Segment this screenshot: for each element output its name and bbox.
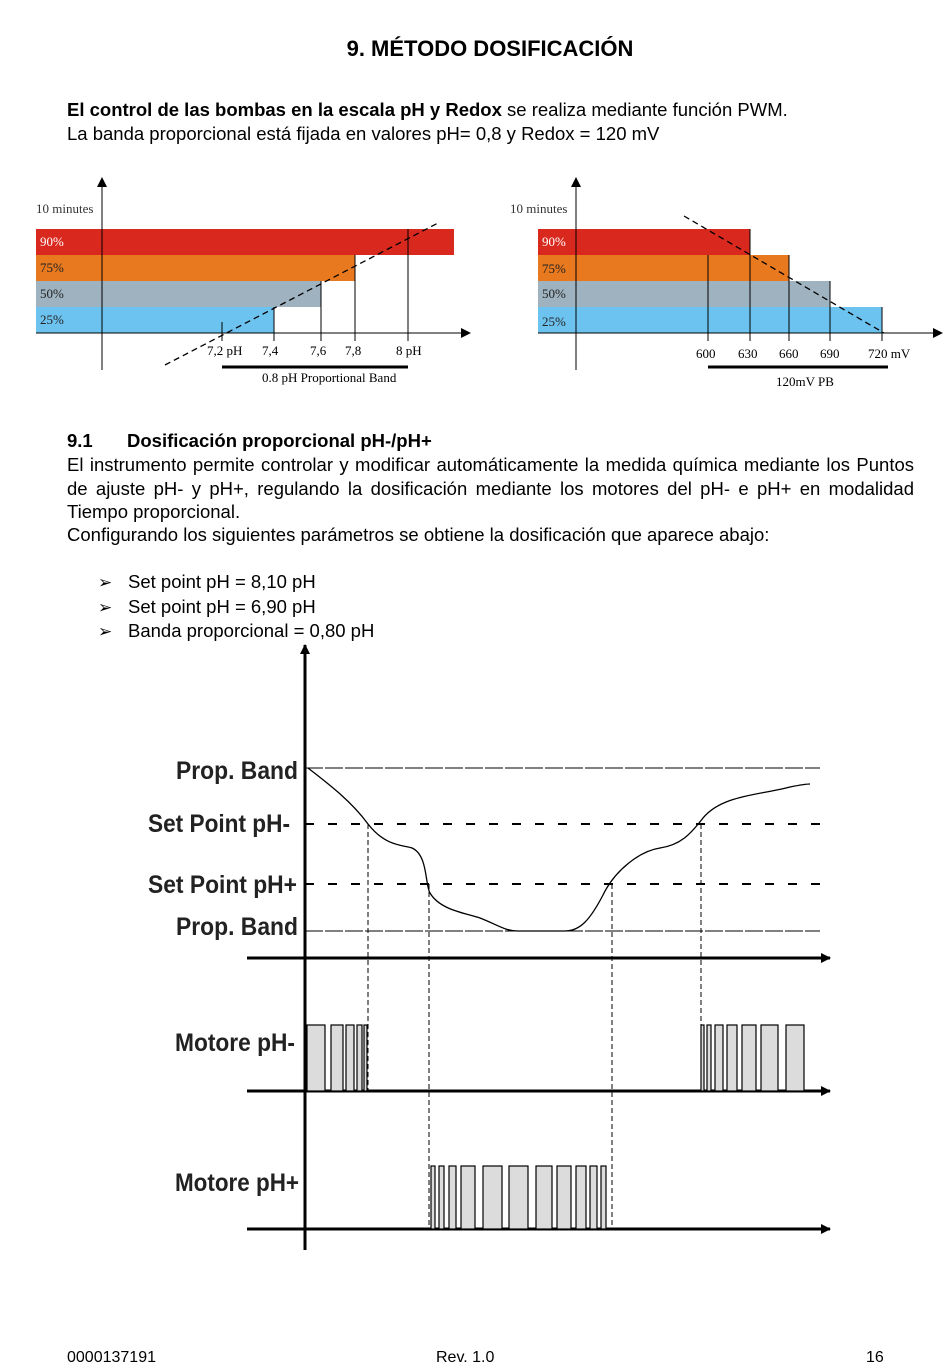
bar-label: 75% [542, 261, 566, 276]
footer-page-number: 16 [866, 1349, 884, 1366]
section-title: Dosificación proporcional pH-/pH+ [127, 430, 432, 451]
section-config-text: Configurando los siguientes parámetros se obtiene la dosificación que aparece abajo: [67, 524, 770, 545]
intro-line-2: La banda proporcional está fijada en valores pH= 0,8 y Redox = 120 mV [67, 123, 660, 144]
arrow-bullet-icon: ➢ [98, 573, 113, 592]
pulse [461, 1166, 475, 1229]
pulse [364, 1025, 367, 1091]
ph-pwm-chart [36, 178, 470, 385]
ph-curve [308, 768, 810, 931]
motor-label-minus: Motore pH- [175, 1029, 295, 1057]
pulse [557, 1166, 571, 1229]
pulse [701, 1025, 704, 1091]
pulse [357, 1025, 362, 1091]
pulse [590, 1166, 597, 1229]
pulse [331, 1025, 343, 1091]
tick-label: 600 [696, 346, 716, 361]
bar-label: 90% [542, 234, 566, 249]
pulse [346, 1025, 354, 1091]
band-label: 120mV PB [776, 374, 834, 389]
pulse [576, 1166, 586, 1229]
arrow-bullet-icon: ➢ [98, 597, 113, 617]
y-label-prop-band-lower: Prop. Band [176, 913, 298, 941]
bar-label: 25% [40, 312, 64, 327]
band-label: 0.8 pH Proportional Band [262, 370, 397, 385]
list-item-text: Set point pH = 8,10 pH [128, 571, 316, 592]
bar-90 [36, 229, 454, 255]
bar-25 [36, 307, 274, 333]
section-number: 9.1 [67, 430, 93, 451]
tick-label: 630 [738, 346, 758, 361]
pulse [742, 1025, 756, 1091]
pulse [439, 1166, 444, 1229]
pulse [307, 1025, 325, 1091]
section-body: El instrumento permite controlar y modificar automáticamente la medida química mediante los Puntos de ajuste pH- y pH+, regulando la dosificación mediante los motores del pH- e pH+ en modalidad Tiempo proporcional. [67, 454, 914, 522]
y-label-set-point-minus: Set Point pH- [148, 810, 290, 838]
pulse [727, 1025, 737, 1091]
redox-pwm-chart [510, 178, 942, 389]
pulse [601, 1166, 606, 1229]
y-label-prop-band-upper: Prop. Band [176, 757, 298, 785]
tick-label: 660 [779, 346, 799, 361]
tick-label: 690 [820, 346, 840, 361]
pulse [536, 1166, 552, 1229]
bar-75 [36, 255, 355, 281]
dosing-timing-diagram [148, 645, 830, 1250]
pulse [509, 1166, 528, 1229]
pulse [449, 1166, 456, 1229]
tick-label: 720 mV [868, 346, 911, 361]
bar-50 [36, 281, 321, 307]
pulse [431, 1166, 435, 1229]
intro-rest-text: se realiza mediante función PWM. [501, 99, 788, 120]
pulse [483, 1166, 502, 1229]
time-label: 10 minutes [510, 201, 568, 216]
arrow-bullet-icon: ➢ [98, 622, 113, 641]
pulse [715, 1025, 723, 1091]
tick-label: 7,6 [310, 343, 327, 358]
tick-label: 7,4 [262, 343, 279, 358]
footer-doc-number: 0000137191 [67, 1349, 156, 1366]
bar-label: 75% [40, 260, 64, 275]
list-item-text: Banda proporcional = 0,80 pH [128, 620, 375, 641]
bar-50 [538, 281, 830, 307]
tick-label: 7,8 [345, 343, 362, 358]
pulse [761, 1025, 778, 1091]
bar-label: 50% [40, 286, 64, 301]
motor-label-plus: Motore pH+ [175, 1169, 299, 1197]
time-label: 10 minutes [36, 201, 94, 216]
list-item-text: Set point pH = 6,90 pH [128, 595, 316, 617]
bar-90 [538, 229, 750, 255]
bar-label: 90% [40, 234, 64, 249]
footer-revision: Rev. 1.0 [436, 1349, 495, 1366]
tick-label: 7,2 pH [207, 343, 243, 358]
pulse [786, 1025, 804, 1091]
page-title: 9. MÉTODO DOSIFICACIÓN [346, 36, 634, 61]
bar-label: 50% [542, 286, 566, 301]
intro-bold-text: El control de las bombas en la escala pH y Redox [67, 99, 502, 120]
pulse [707, 1025, 711, 1091]
y-label-set-point-plus: Set Point pH+ [148, 871, 297, 899]
bar-label: 25% [542, 314, 566, 329]
tick-label: 8 pH [396, 343, 422, 358]
